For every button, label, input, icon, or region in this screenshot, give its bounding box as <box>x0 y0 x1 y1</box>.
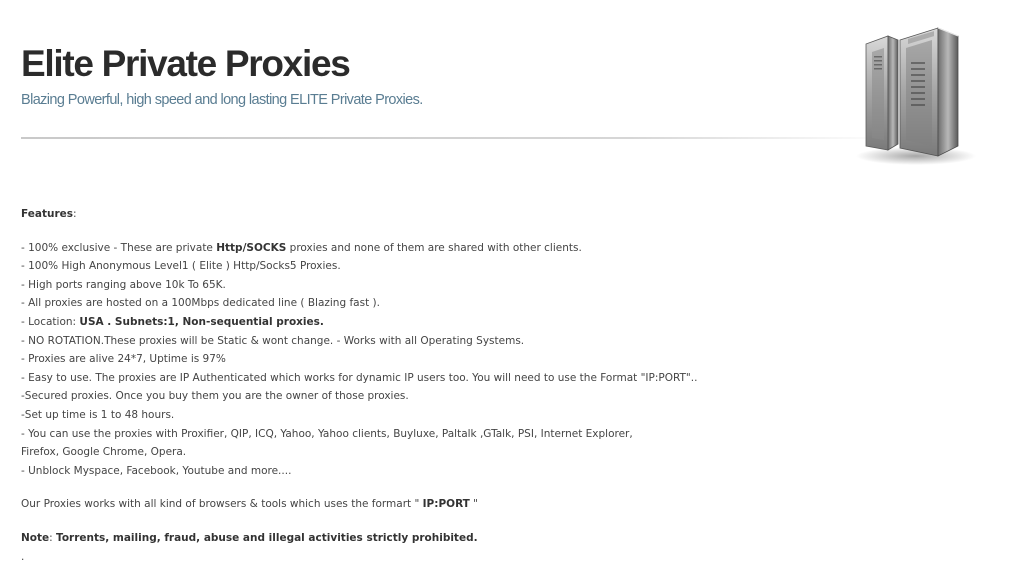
feature-item <box>21 313 1001 332</box>
server-towers-icon <box>846 22 976 172</box>
browsers-text: Our Proxies works with all kind of browsers & tools which uses the formart " <box>21 498 423 511</box>
features-heading <box>21 205 1001 224</box>
feature-item: - You can use the proxies with Proxifier, QIP, ICQ, Yahoo, Yahoo clients, Buyluxe, Paltalk ,GTalk, PSI, Internet Explorer, <box>21 427 633 440</box>
feature-item <box>21 239 1001 258</box>
feature-item: - Unblock Myspace, Facebook, Youtube and more.... <box>21 464 292 477</box>
feature-item-text: - 100% exclusive - These are private <box>21 241 217 254</box>
features-heading-label: Features <box>21 208 73 220</box>
browsers-text-end: " <box>469 498 479 511</box>
page-title: Elite Private Proxies <box>21 43 350 84</box>
feature-item: - Easy to use. The proxies are IP Authenticated which works for dynamic IP users too. You will need to use the Format "IP:PORT".. <box>21 371 698 384</box>
feature-item-bold: Http/SOCKS <box>216 241 287 254</box>
feature-item: -Set up time is 1 to 48 hours. <box>21 408 175 421</box>
trailing-mark: . <box>21 550 25 563</box>
browsers-statement <box>21 495 1001 514</box>
features-heading-suffix: : <box>73 208 77 220</box>
note-separator: : <box>49 531 57 544</box>
page-header <box>0 0 1024 160</box>
header-divider <box>21 137 891 139</box>
note-label: Note <box>21 531 50 544</box>
feature-item: - Proxies are alive 24*7, Uptime is 97% <box>21 353 226 366</box>
feature-item-bold: USA . Subnets:1, Non-sequential proxies. <box>79 315 324 328</box>
note-text: Torrents, mailing, fraud, abuse and illegal activities strictly prohibited. <box>56 531 478 544</box>
feature-item-text: - Location: <box>21 315 80 328</box>
feature-item: - High ports ranging above 10k To 65K. <box>21 278 226 291</box>
feature-item: - 100% High Anonymous Level1 ( Elite ) Http/Socks5 Proxies. <box>21 260 341 273</box>
page-subtitle: Blazing Powerful, high speed and long lasting ELITE Private Proxies. <box>21 92 423 108</box>
feature-item-text: proxies and none of them are shared with other clients. <box>286 241 582 254</box>
feature-item: - NO ROTATION.These proxies will be Static & wont change. - Works with all Operating Systems. <box>21 334 525 347</box>
features-section <box>21 205 1001 566</box>
browsers-format: IP:PORT <box>422 498 470 511</box>
feature-item: - All proxies are hosted on a 100Mbps dedicated line ( Blazing fast ). <box>21 297 380 310</box>
note <box>21 529 1001 548</box>
feature-item: -Secured proxies. Once you buy them you are the owner of those proxies. <box>21 390 409 403</box>
feature-item: Firefox, Google Chrome, Opera. <box>21 446 187 459</box>
